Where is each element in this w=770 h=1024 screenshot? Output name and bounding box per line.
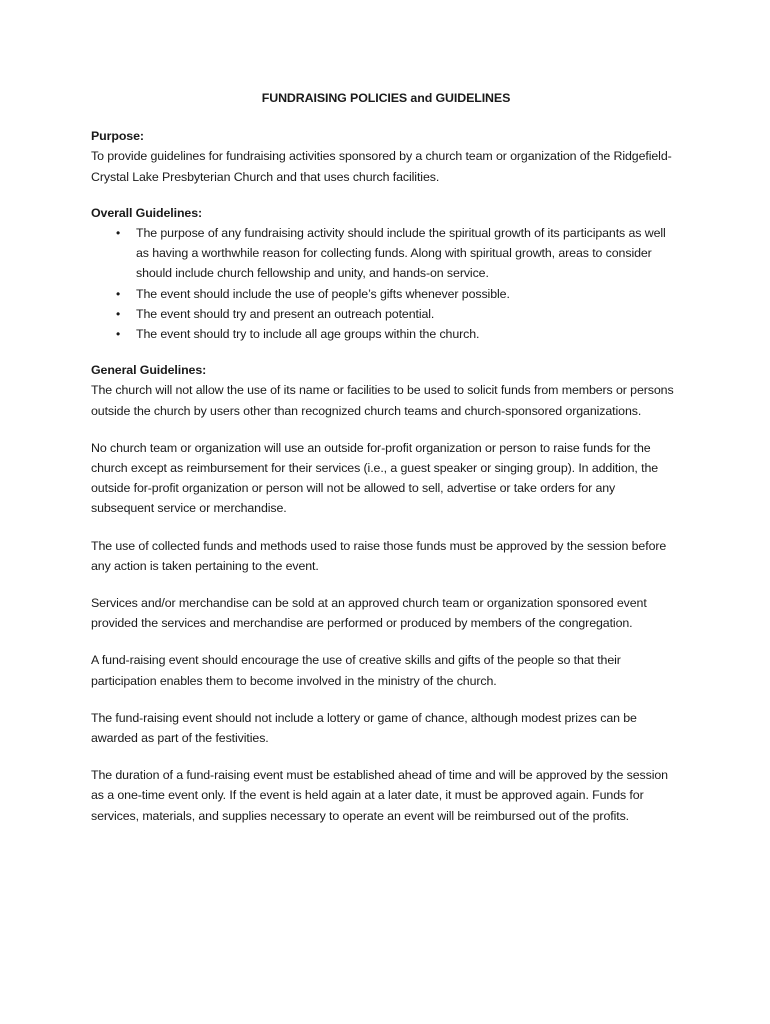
overall-guidelines-list [91,223,681,344]
list-item [91,324,681,344]
bullet-icon: • [116,226,121,241]
overall-guidelines-section [91,203,681,344]
list-item [91,284,681,304]
purpose-section [91,126,681,187]
general-paragraph: A fund-raising event should encourage the use of creative skills and gifts of the people so that their participation enables them to become involved in the ministry of the church. [91,653,621,688]
general-paragraph: The fund-raising event should not include a lottery or game of chance, although modest prizes can be awarded as part of the festivities. [91,710,637,746]
document-body [91,88,681,843]
document-title: FUNDRAISING POLICIES and GUIDELINES [261,91,511,105]
general-paragraph: The church will not allow the use of its name or facilities to be used to solicit funds from members or persons outside the church by users other than recognized church teams and church-sponsored organizations. [91,383,674,418]
list-item-text: The event should try to include all age groups within the church. [136,327,480,342]
list-item [91,304,681,324]
general-paragraph: The duration of a fund-raising event must be established ahead of time and will be approved by the session as a one-time event only. If the event is held again at a later date, it must be approved again. Funds for services, materials, and supplies necessary to operate an event will be reimbursed out of the profits. [91,768,668,823]
bullet-icon: • [116,327,121,342]
purpose-heading: Purpose: [91,129,144,144]
overall-guidelines-heading: Overall Guidelines: [91,205,203,220]
list-item-text: The event should include the use of people’s gifts whenever possible. [136,286,510,301]
general-paragraph: The use of collected funds and methods used to raise those funds must be approved by the session before any action is taken pertaining to the event. [91,538,667,573]
bullet-icon: • [116,286,121,301]
list-item-text: The event should try and present an outreach potential. [136,306,435,321]
general-guidelines-heading: General Guidelines: [91,363,207,378]
general-paragraph: No church team or organization will use an outside for-profit organization or person to raise funds for the church except as reimbursement for their services (i.e., a guest speaker or singing group). In addition, the outside for-profit organization or person will not be allowed to sell, advertise or take orders for any subsequent service or merchandise. [91,440,659,516]
list-item [91,223,681,284]
general-paragraph: Services and/or merchandise can be sold at an approved church team or organization sponsored event provided the services and merchandise are performed or produced by members of the congregation. [91,596,647,631]
general-guidelines-section [91,360,681,826]
list-item-text: The purpose of any fundraising activity should include the spiritual growth of its participants as well as having a worthwhile reason for collecting funds. Along with spiritual growth, areas to consider should include church fellowship and unity, and hands-on service. [136,226,666,281]
bullet-icon: • [116,306,121,321]
purpose-text: To provide guidelines for fundraising activities sponsored by a church team or organization of the Ridgefield-Crystal Lake Presbyterian Church and that uses church facilities. [91,149,672,184]
